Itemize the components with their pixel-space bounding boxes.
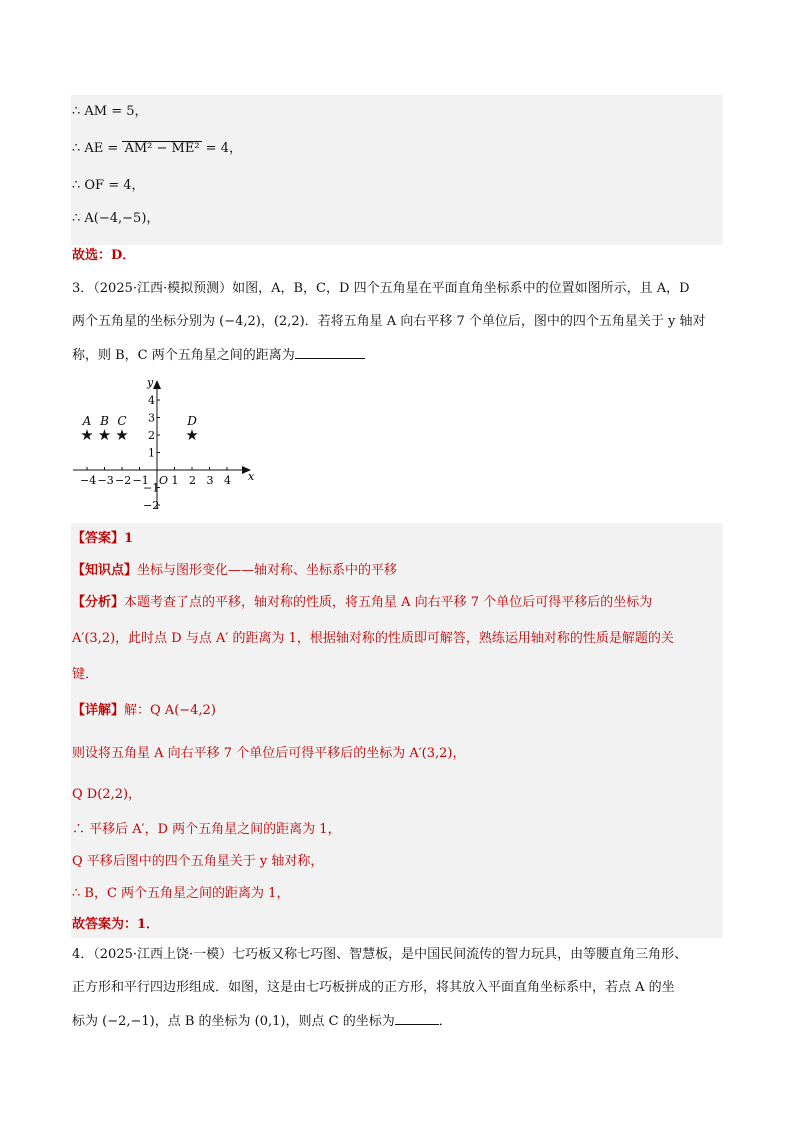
y-tick-label: −1 [143,481,160,495]
q4-line-3-text: 标为 (−2,−1)，点 B 的坐标为 (0,1)，则点 C 的坐标为 [72,1014,395,1029]
knowledge-point-label: 【知识点】 [72,563,138,578]
detail-line-6: ∴ B，C 两个五角星之间的距离为 1， [72,886,290,901]
y-tick-label: 3 [148,411,155,425]
prev-line-1: ∴ AM = 5， [72,104,148,119]
x-tick-label: 2 [189,474,196,487]
star-label-C: C [117,414,127,428]
detail-line-5: Q 平移后图中的四个五角星关于 y 轴对称， [72,854,324,869]
answer-line [72,530,133,548]
q3-line-3 [72,346,365,365]
x-tick-label: −4 [80,474,97,487]
prev-line-3: ∴ OF = 4， [72,178,145,193]
x-tick-label: −1 [132,474,149,487]
y-tick-label: 1 [148,446,155,460]
x-tick-label: −3 [97,474,114,487]
q3-line-2: 两个五角星的坐标分别为 (−4,2)，(2,2)．若将五角星 A 向右平移 7 个单位后，图中的四个五角星关于 y 轴对 [72,314,706,329]
q3-line-1: 3．（2025·江西·模拟预测）如图，A，B，C，D 四个五角星在平面直角坐标系中的位置如图所示，且 A，D [72,281,690,296]
prev-line-2 [72,140,242,158]
analysis-label: 【分析】 [72,595,125,610]
answer-blank[interactable] [295,346,365,359]
star-A: ★ [80,426,94,444]
detail-line-1 [72,702,216,720]
prev-line-2-suffix: = 4， [201,141,242,156]
coordinate-figure [60,372,270,522]
sqrt-expression: AM² − ME² [124,141,200,156]
answer-value: 1 [124,531,134,546]
star-B: ★ [97,426,112,444]
q4-line-2: 正方形和平行四边形组成．如图，这是由七巧板拼成的正方形，将其放入平面直角坐标系中，若点 A 的坐 [72,980,675,995]
knowledge-point-text: 坐标与图形变化——轴对称、坐标系中的平移 [137,563,398,578]
prev-line-2-prefix: ∴ AE = [72,141,123,156]
star-D: ★ [185,426,199,444]
star-label-B: B [100,414,109,428]
star-label-A: A [82,414,92,428]
knowledge-point-line [72,562,397,580]
detail-text-1: 解：Q A(−4,2) [124,703,216,718]
analysis-text-1: 本题考查了点的平移，轴对称的性质，将五角星 A 向右平移 7 个单位后可得平移后的坐标为 [124,595,653,610]
detail-label: 【详解】 [72,703,125,718]
tick-labels [80,394,231,512]
q4-line-3-end: ． [438,1014,452,1029]
detail-line-3: Q D(2,2)， [72,787,142,802]
y-tick-label: −2 [143,499,160,512]
x-tick-label: −2 [115,474,132,487]
previous-solution-block [71,95,723,245]
y-axis-label: y [147,376,154,389]
x-tick-label: 3 [206,474,214,487]
q4-line-3 [72,1012,452,1031]
star-label-D: D [187,414,197,428]
y-axis-arrow [153,380,161,389]
prev-line-4: ∴ A(−4,−5)， [72,211,160,226]
prev-line-5: 故选：D． [72,248,136,263]
star-C: ★ [115,426,129,444]
q4-answer-blank[interactable] [395,1012,439,1025]
detail-line-7: 故答案为：1． [72,917,160,932]
x-tick-label: 4 [224,474,231,487]
y-tick-label: 2 [148,429,155,442]
detail-line-4: ∴ 平移后 A′，D 两个五角星之间的距离为 1， [72,822,341,837]
q4-line-1: 4．（2025·江西上饶·一模）七巧板又称七巧图、智慧板，是中国民间流传的智力玩具，由等腰直角三角形、 [72,947,688,962]
x-tick-label: 1 [171,474,179,487]
analysis-line-2: A′(3,2)，此时点 D 与点 A′ 的距离为 1，根据轴对称的性质即可解答，熟练运用轴对称的性质是解题的关 [72,631,674,646]
solution-block [71,523,723,938]
answer-label: 【答案】 [72,531,125,546]
analysis-line-3: 键． [72,667,99,682]
x-tick-label: O [159,474,169,487]
star-marks [80,411,199,444]
q3-line-3-text: 称，则 B，C 两个五角星之间的距离为 [72,348,295,363]
analysis-line-1 [72,594,652,612]
y-tick-label: 4 [148,394,155,407]
x-axis-label: x [248,470,255,483]
detail-line-2: 则设将五角星 A 向右平移 7 个单位后可得平移后的坐标为 A′(3,2)， [72,746,466,761]
